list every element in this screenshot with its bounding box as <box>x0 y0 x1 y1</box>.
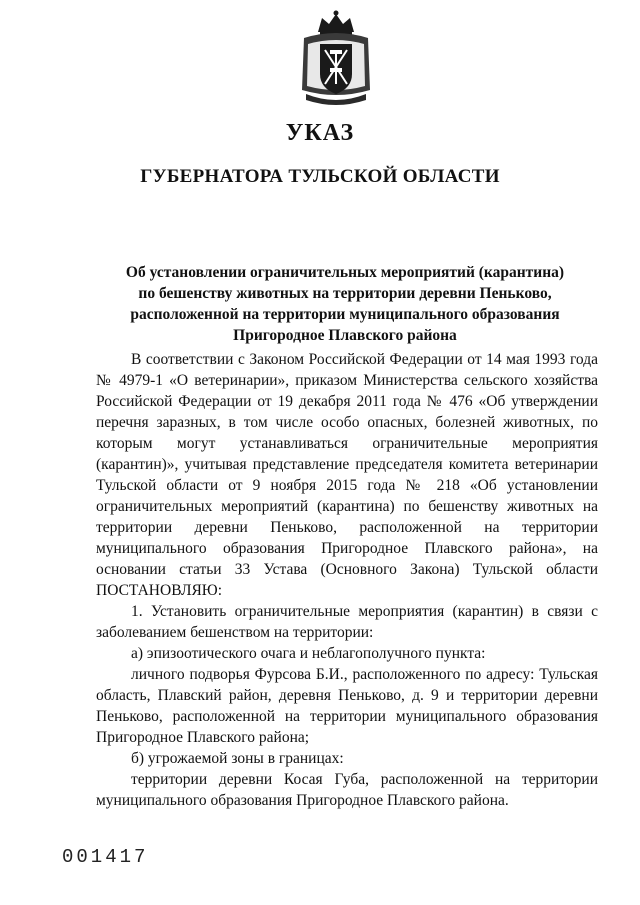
heading-line: Пригородное Плавского района <box>233 327 457 344</box>
document-body <box>96 349 598 811</box>
preamble-paragraph: В соответствии с Законом Российской Федерации от 14 мая 1993 года № 4979-1 «О ветеринарии», приказом Министерства сельского хозяйства Российской Федерации от 19 декабря 2011 года № 476 «Об утверждении перечня заразных, в том числе особо опасных, болезней животных, по которым могут устанавливаться ограничительные мероприятия (карантин)», учитывая представление председателя комитета ветеринарии Тульской области от 9 ноября 2015 года № 218 «Об установлении ограничительных мероприятий (карантина) по бешенству животных на территории деревни Пеньково, расположенной на территории муниципального образования Пригородное Плавского района», на основании статьи 33 Устава (Основного Закона) Тульской области ПОСТАНОВЛЯЮ: <box>96 351 598 599</box>
document-heading <box>95 262 595 346</box>
subclause-a-paragraph: а) эпизоотического очага и неблагополучного пункта: <box>131 645 486 662</box>
subclause-b-paragraph: б) угрожаемой зоны в границах: <box>131 750 344 767</box>
heading-line: Об установлении ограничительных мероприятий (карантина) <box>125 264 565 281</box>
subclause-b-detail-paragraph: территории деревни Косая Губа, расположенной на территории муниципального образования Пригородное Плавского района. <box>96 771 598 809</box>
heading-line: расположенной на территории муниципального образования <box>130 306 560 323</box>
serial-number: 001417 <box>62 846 149 868</box>
heading-line: по бешенству животных на территории деревни Пеньково, <box>138 285 552 302</box>
issuer-title: ГУБЕРНАТОРА ТУЛЬСКОЙ ОБЛАСТИ <box>140 166 500 187</box>
coat-of-arms-icon <box>296 10 376 110</box>
subclause-a-detail-paragraph: личного подворья Фурсова Б.И., расположенного по адресу: Тульская область, Плавский район, деревня Пеньково, д. 9 и территории деревни Пеньково, расположенной на территории муниципального образования Пригородное Плавского района; <box>96 666 598 746</box>
clause-1-paragraph: 1. Установить ограничительные мероприятия (карантин) в связи с заболеванием бешенством на территории: <box>96 603 598 641</box>
document-type-title: УКАЗ <box>285 120 355 146</box>
